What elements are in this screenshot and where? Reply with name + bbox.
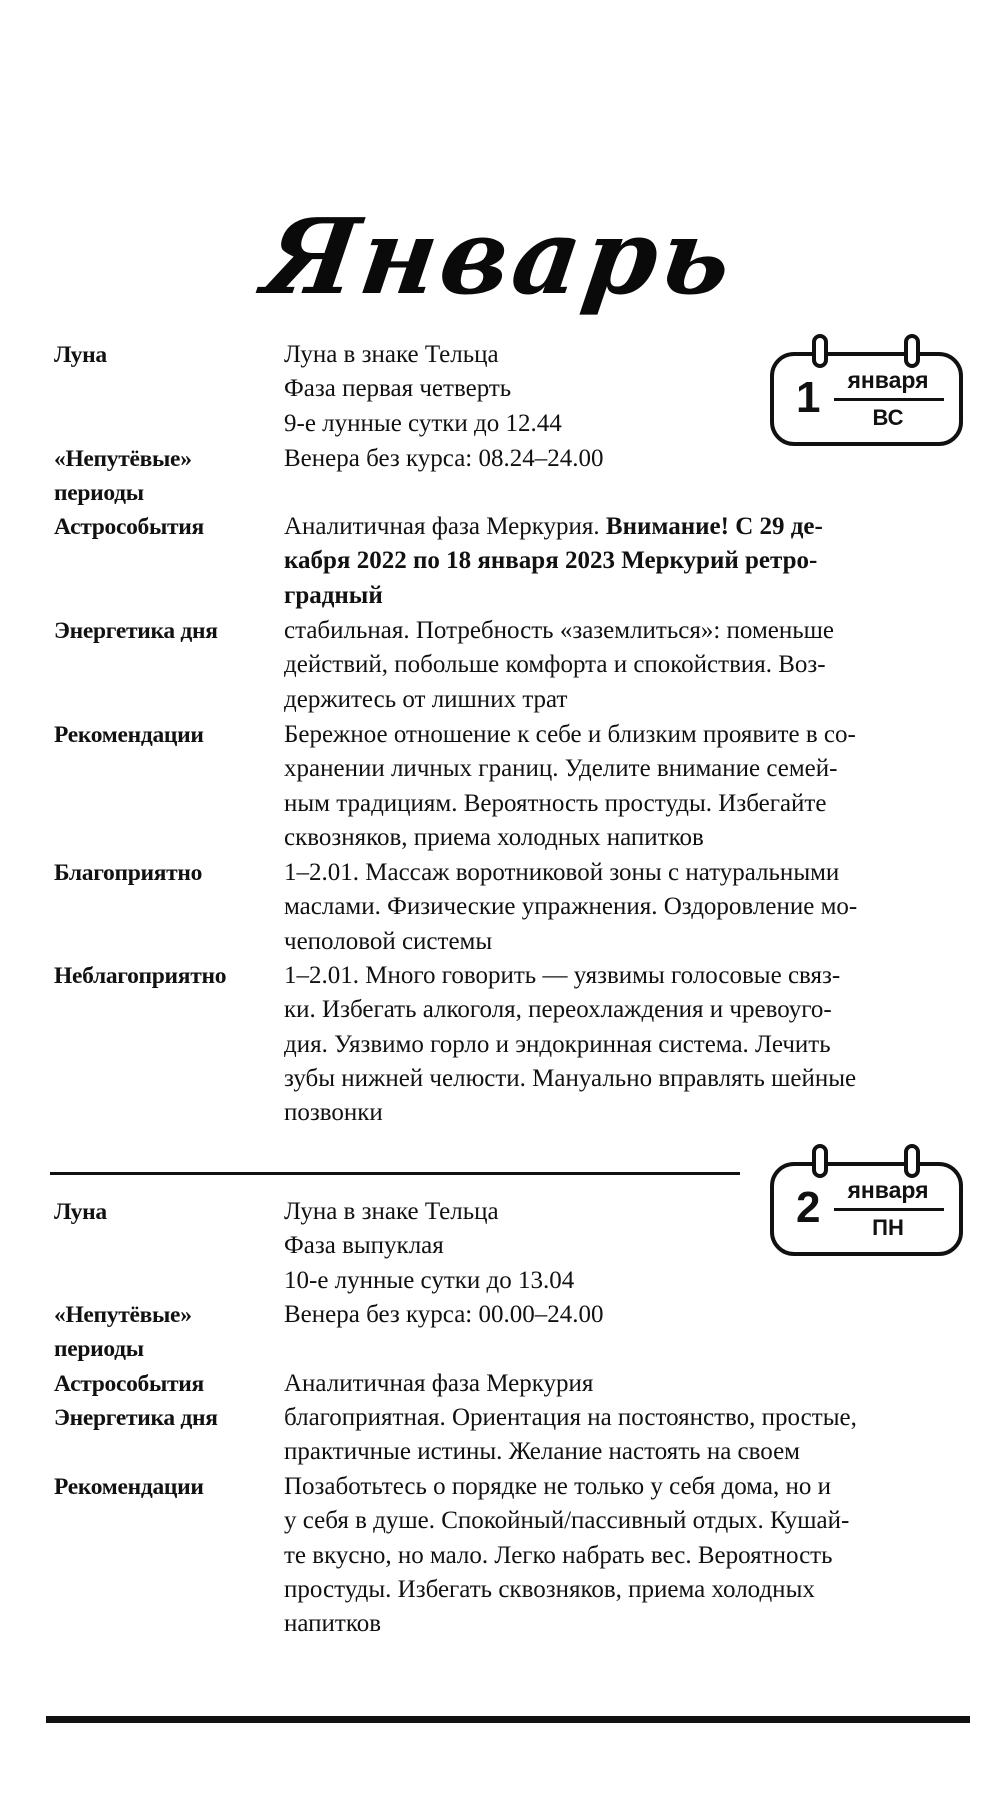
row-text: Луна в знаке Тельца Фаза первая четверть 9-е лунные сутки до 12.44 [284,341,562,437]
calendar-ring-icon [904,334,920,368]
page-bottom-rule [46,1716,970,1723]
entry-separator [50,1172,740,1175]
row-label: Астрособытия [54,1371,204,1397]
calendar-weekday: ВС [872,405,904,430]
row-label: Энергетика дня [54,1405,218,1431]
month-title: Январь [257,195,743,318]
row-text: Аналитичная фаза Меркурия [284,1370,594,1397]
row-label: Рекомендации [54,1474,204,1500]
row-text: Луна в знаке Тельца Фаза выпуклая 10-е лунные сутки до 13.04 [284,1198,575,1294]
row-label: «Непутёвые» периоды [54,446,192,506]
row-label: Астрособытия [54,514,204,540]
calendar-weekday: ПН [872,1215,904,1240]
row-label: Энергетика дня [54,618,218,644]
calendar-ring-icon [812,1144,828,1178]
calendar-day: 2 [796,1183,821,1232]
calendar-badge-2 [770,1162,963,1256]
calendar-ring-icon [812,334,828,368]
row-text: стабильная. Потребность «заземлиться»: поменьше действий, побольше комфорта и спокойствия. Воз- держитесь от лишних трат [284,617,834,713]
calendar-month: января [847,1177,929,1203]
row-text: Венера без курса: 00.00–24.00 [284,1301,604,1328]
calendar-divider [834,398,944,401]
row-label: Луна [54,342,107,368]
calendar-ring-icon [904,1144,920,1178]
row-label: Луна [54,1199,107,1225]
calendar-day: 1 [796,373,821,422]
row-text: благоприятная. Ориентация на постоянство, простые, практичные истины. Желание настоять на своем [284,1404,857,1466]
row-text: 1–2.01. Массаж воротниковой зоны с натуральными маслами. Физические упражнения. Оздоровление мо- чеполовой системы [284,859,858,955]
calendar-divider [834,1208,944,1211]
row-text: Аналитичная фаза Меркурия. Внимание! С 29 де- кабря 2022 по 18 января 2023 Меркурий ретро- градный [284,513,823,609]
row-label: Благоприятно [54,860,203,886]
row-label: Неблагоприятно [54,963,227,989]
row-text: Венера без курса: 08.24–24.00 [284,445,604,472]
row-text: Позаботьтесь о порядке не только у себя дома, но и у себя в душе. Спокойный/пассивный отдых. Кушай- те вкусно, но мало. Легко набрать вес. Вероятность простуды. Избегать сквозняков, приема холодных напитков [284,1473,850,1638]
row-text: 1–2.01. Много говорить — уязвимы голосовые связ- ки. Избегать алкоголя, переохлаждения и чревоуго- дия. Уязвимо горло и эндокринная система. Лечить зубы нижней челюсти. Мануально вправлять шейные позвонки [284,962,857,1127]
calendar-badge-1 [770,352,963,446]
row-label: «Непутёвые» периоды [54,1302,192,1362]
row-label: Рекомендации [54,722,204,748]
row-text: Бережное отношение к себе и близким проявите в со- хранении личных границ. Уделите внимание семей- ным традициям. Вероятность простуды. Избегайте сквозняков, приема холодных напитков [284,721,856,851]
calendar-month: января [847,367,929,393]
